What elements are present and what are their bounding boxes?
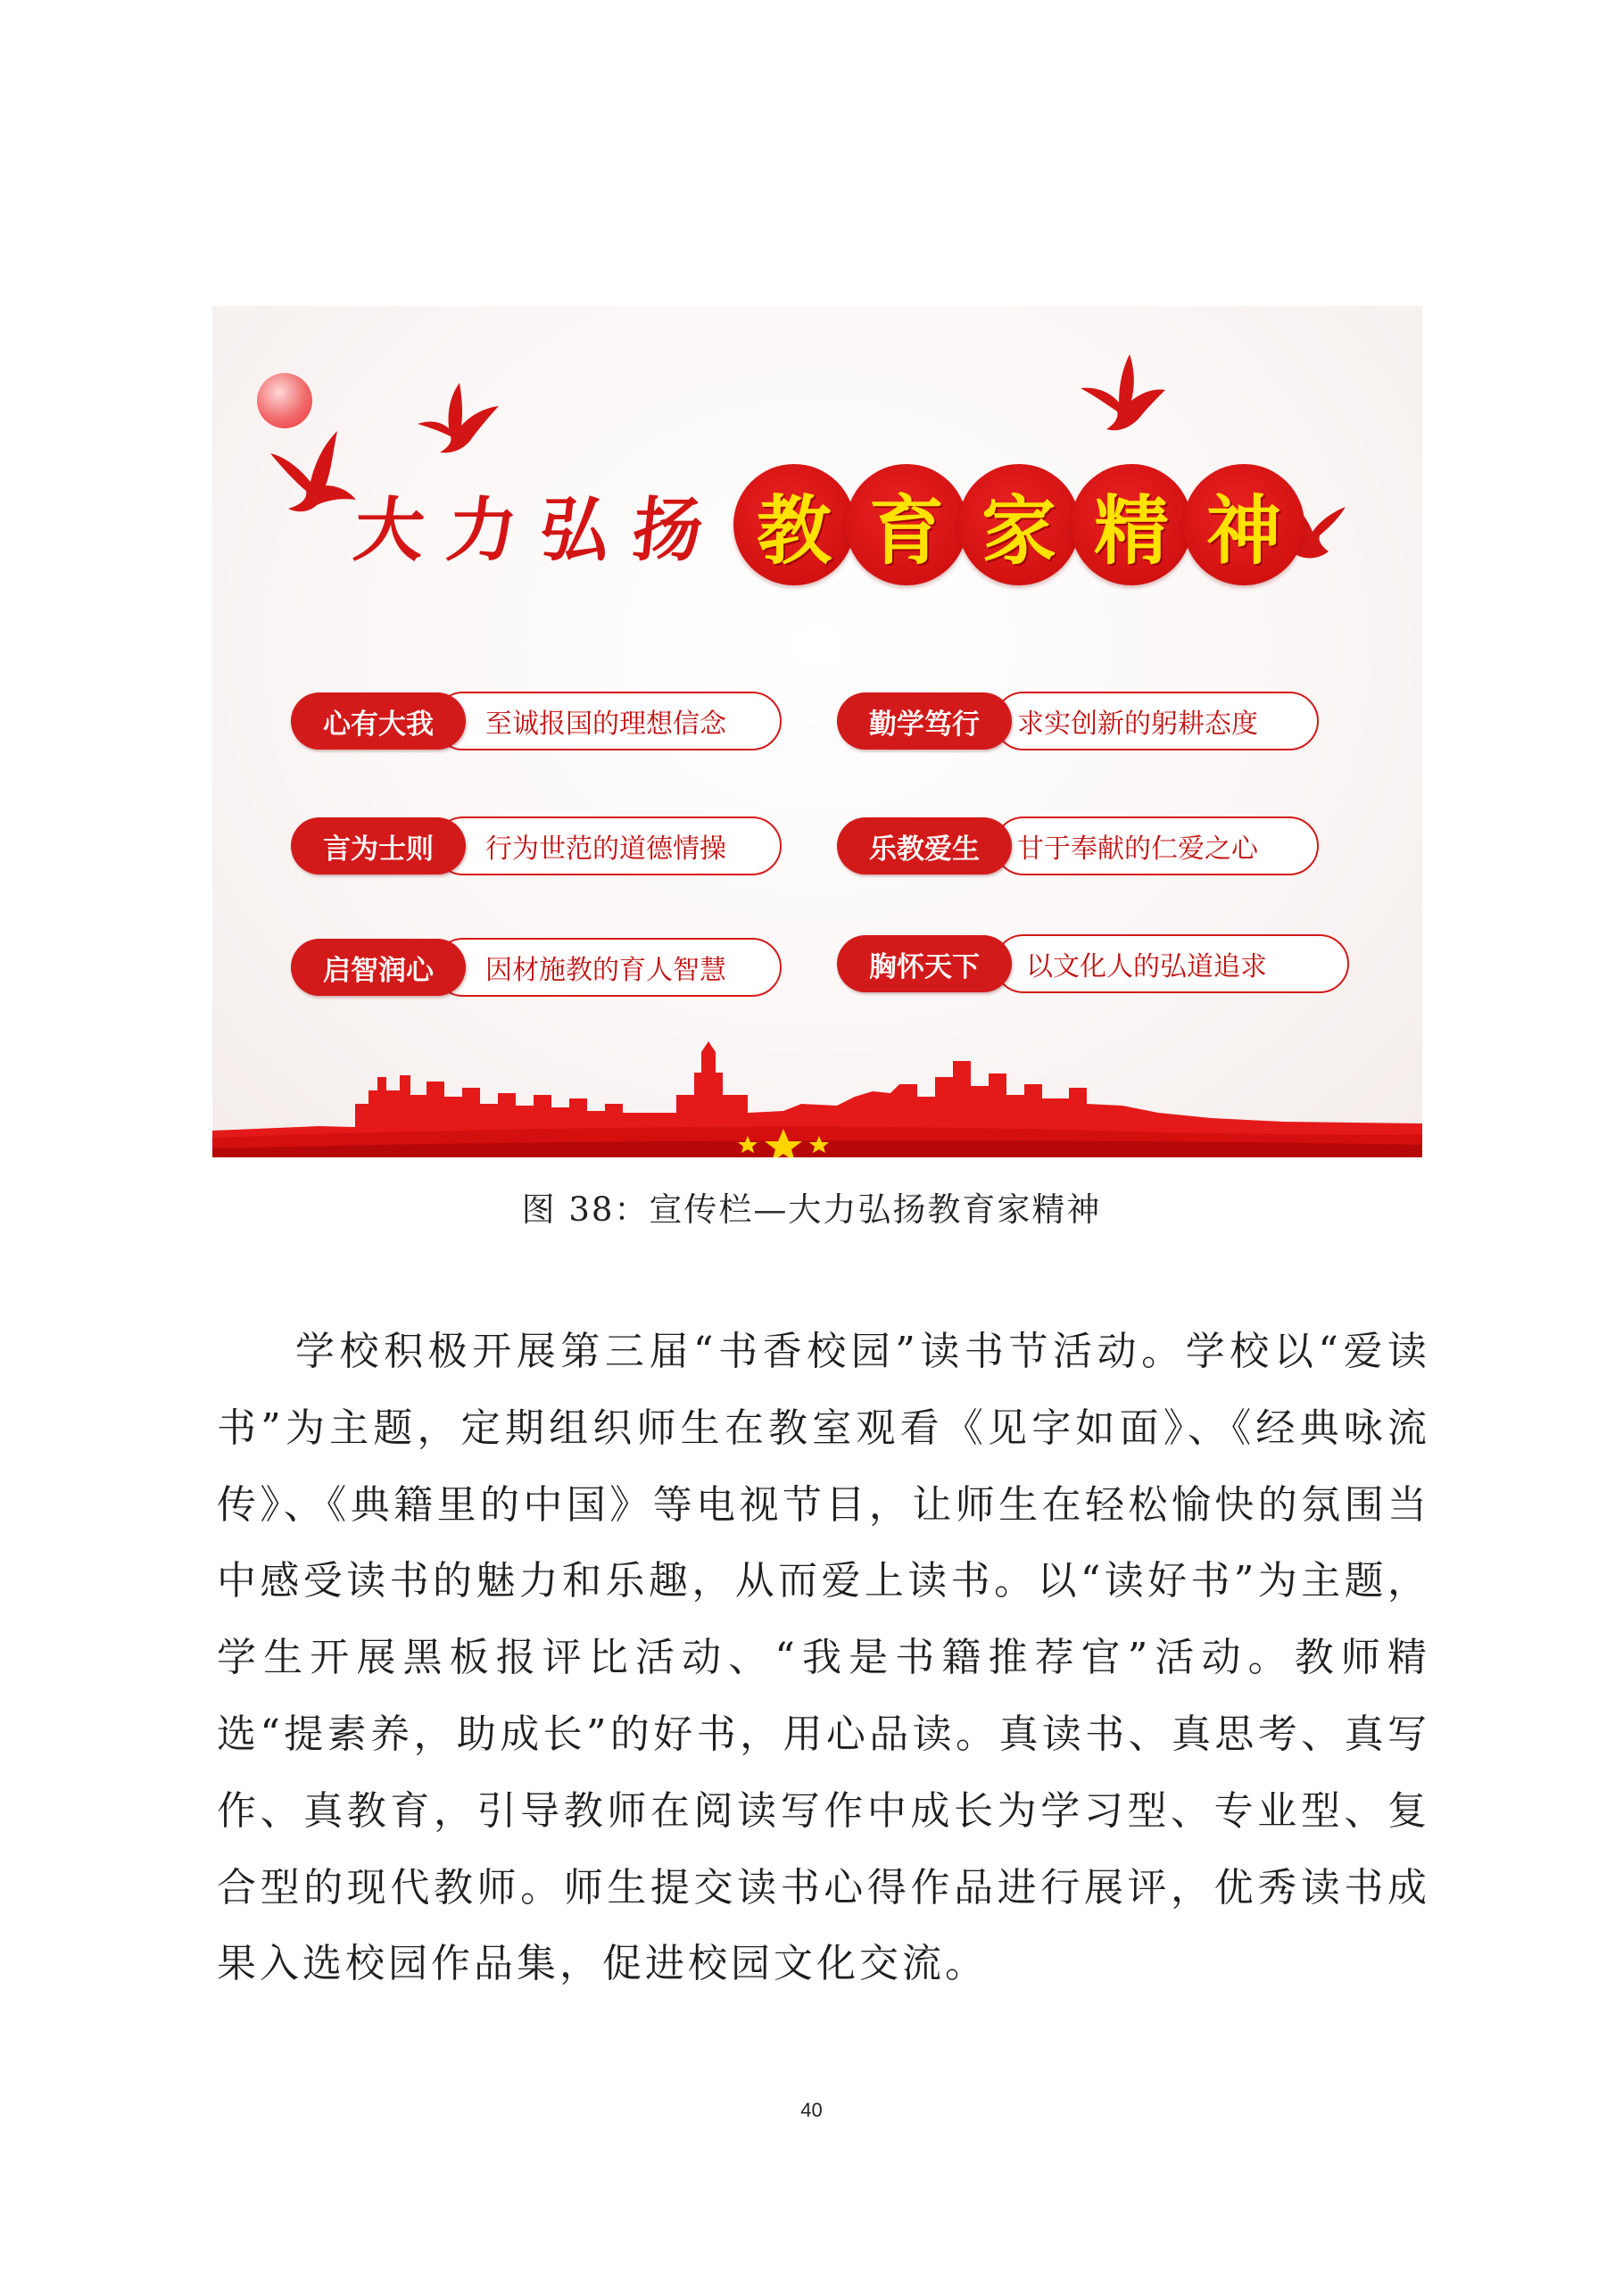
headline-circle: 教 <box>733 464 855 585</box>
dove-icon <box>413 379 502 460</box>
spirit-tag: 言为士则 <box>291 817 466 874</box>
headline-circle: 家 <box>958 464 1080 585</box>
spirit-desc: 以文化人的弘道追求 <box>994 934 1349 993</box>
headline-circle: 精 <box>1071 464 1192 585</box>
spirit-tag: 勤学笃行 <box>837 692 1012 750</box>
sun-decoration <box>257 373 312 428</box>
spirit-item <box>291 690 791 752</box>
spirit-item <box>837 815 1337 877</box>
spirit-tag: 启智润心 <box>291 939 466 996</box>
headline-circles <box>733 464 1304 585</box>
poster-image <box>212 306 1422 1157</box>
spirit-desc: 甘于奉献的仁爱之心 <box>994 816 1319 875</box>
dove-icon <box>261 427 360 516</box>
spirit-desc: 因材施教的育人智慧 <box>434 938 782 997</box>
headline-circle: 神 <box>1183 464 1304 585</box>
headline-plain-text: 大力弘扬 <box>350 491 731 571</box>
spirit-desc: 求实创新的躬耕态度 <box>994 692 1319 750</box>
figure-caption: 图 38：宣传栏—大力弘扬教育家精神 <box>521 1190 1102 1229</box>
spirit-tag: 乐教爱生 <box>837 817 1012 874</box>
spirit-desc: 行为世范的道德情操 <box>434 816 782 875</box>
spirit-item <box>837 690 1337 752</box>
spirit-tag: 胸怀天下 <box>837 935 1012 992</box>
city-skyline-decoration <box>212 1041 1422 1157</box>
spirit-desc: 至诚报国的理想信念 <box>434 692 782 750</box>
spirit-item <box>291 936 791 999</box>
body-paragraph: 学校积极开展第三届“书香校园”读书节活动。学校以“爱读书”为主题，定期组织师生在教室观看《见字如面》、《经典咏流传》、《典籍里的中国》等电视节目，让师生在轻松愉快的氛围当中感受读书的魅力和乐趣，从而爱上读书。以“读好书”为主题，学生开展黑板报评比活动、“我是书籍推荐官”活动。教师精选“提素养，助成长”的好书，用心品读。真读书、真思考、真写作、真教育，引导教师在阅读写作中成长为学习型、专业型、复合型的现代教师。师生提交读书心得作品进行展评，优秀读书成果入选校园作品集，促进校园文化交流。 <box>217 1329 1430 1987</box>
spirit-item <box>291 815 791 877</box>
headline-circle: 育 <box>846 464 967 585</box>
dove-icon <box>1076 352 1170 437</box>
spirit-item <box>837 932 1337 995</box>
spirit-tag: 心有大我 <box>291 692 466 750</box>
page-number: 40 <box>800 2099 823 2121</box>
poster-headline <box>350 458 1304 592</box>
